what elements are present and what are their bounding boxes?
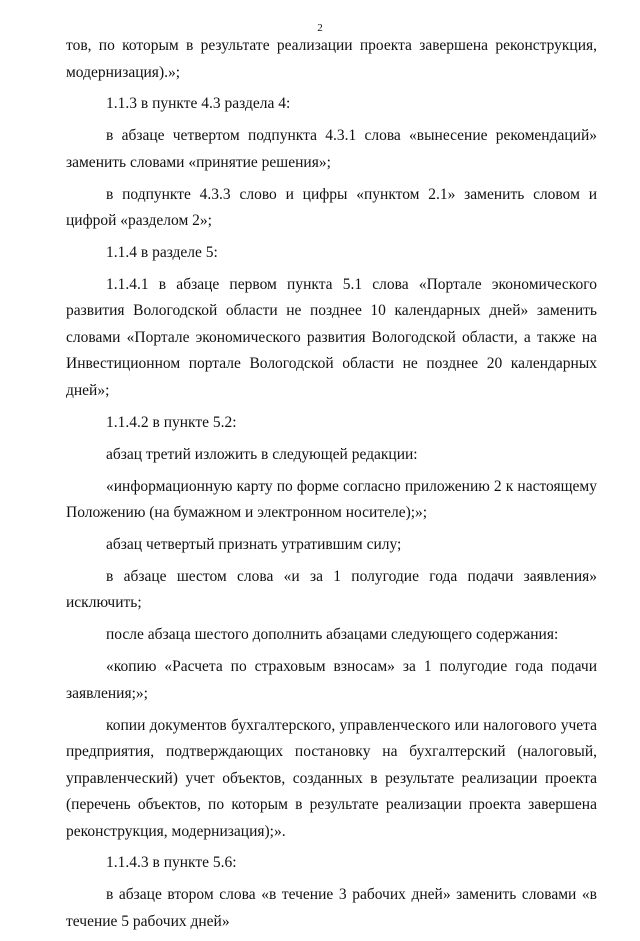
paragraph-abzac-third: абзац третий изложить в следующей редакции: (106, 445, 418, 463)
paragraph-abzac-fourth: абзац четвертый признать утратившим силу; (106, 536, 402, 554)
paragraph-item-1-1-4-1: 1.1.4.1 в абзаце первом пункта 5.1 слова «Портале экономического развития Вологодской области не позднее 10 календарных дней» заменить словами «Портале экономического развития Вологодской области, а также на Инвестиционном портале Вологодской области не позднее 20 календарных дней»; (66, 275, 597, 399)
paragraph-accounting-copies: копии документов бухгалтерского, управленческого или налогового учета предприятия, подтверждающих постановку на бухгалтерский (налоговый, управленческий) учет объектов, созданных в результате реализации проекта (перечень объектов, по которым в результате реализации проекта завершена реконструкция, модернизация);». (66, 716, 597, 840)
paragraph-item-1-1-4-2: 1.1.4.2 в пункте 5.2: (106, 413, 237, 431)
paragraph-item-1-1-3: 1.1.3 в пункте 4.3 раздела 4: (106, 95, 291, 113)
paragraph-insurance-copy: «копию «Расчета по страховым взносам» за 1 полугодие года подачи заявления;»; (66, 658, 597, 702)
document-body (66, 33, 597, 941)
paragraph-info-card: «информационную карту по форме согласно приложению 2 к настоящему Положению (на бумажном и электронном носителе);»; (66, 477, 597, 522)
paragraph-item-1-1-4: 1.1.4 в разделе 5: (106, 244, 218, 262)
paragraph-continuation: тов, по которым в результате реализации проекта завершена реконструкция, модернизация).»; (66, 37, 597, 81)
paragraph-4-3-3-amendment: в подпункте 4.3.3 слово и цифры «пунктом 2.1» заменить словом и цифрой «разделом 2»; (66, 185, 597, 230)
paragraph-after-sixth: после абзаца шестого дополнить абзацами следующего содержания: (106, 626, 559, 644)
paragraph-4-3-1-amendment: в абзаце четвертом подпункта 4.3.1 слова «вынесение рекомендаций» заменить словами «принятие решения»; (66, 127, 597, 171)
paragraph-item-1-1-4-3: 1.1.4.3 в пункте 5.6: (106, 854, 237, 872)
page-number: 2 (317, 22, 323, 34)
paragraph-abzac-sixth: в абзаце шестом слова «и за 1 полугодие года подачи заявления» исключить; (66, 567, 597, 612)
paragraph-abzac-second: в абзаце втором слова «в течение 3 рабочих дней» заменить словами «в течение 5 рабочих дней» (66, 886, 597, 930)
